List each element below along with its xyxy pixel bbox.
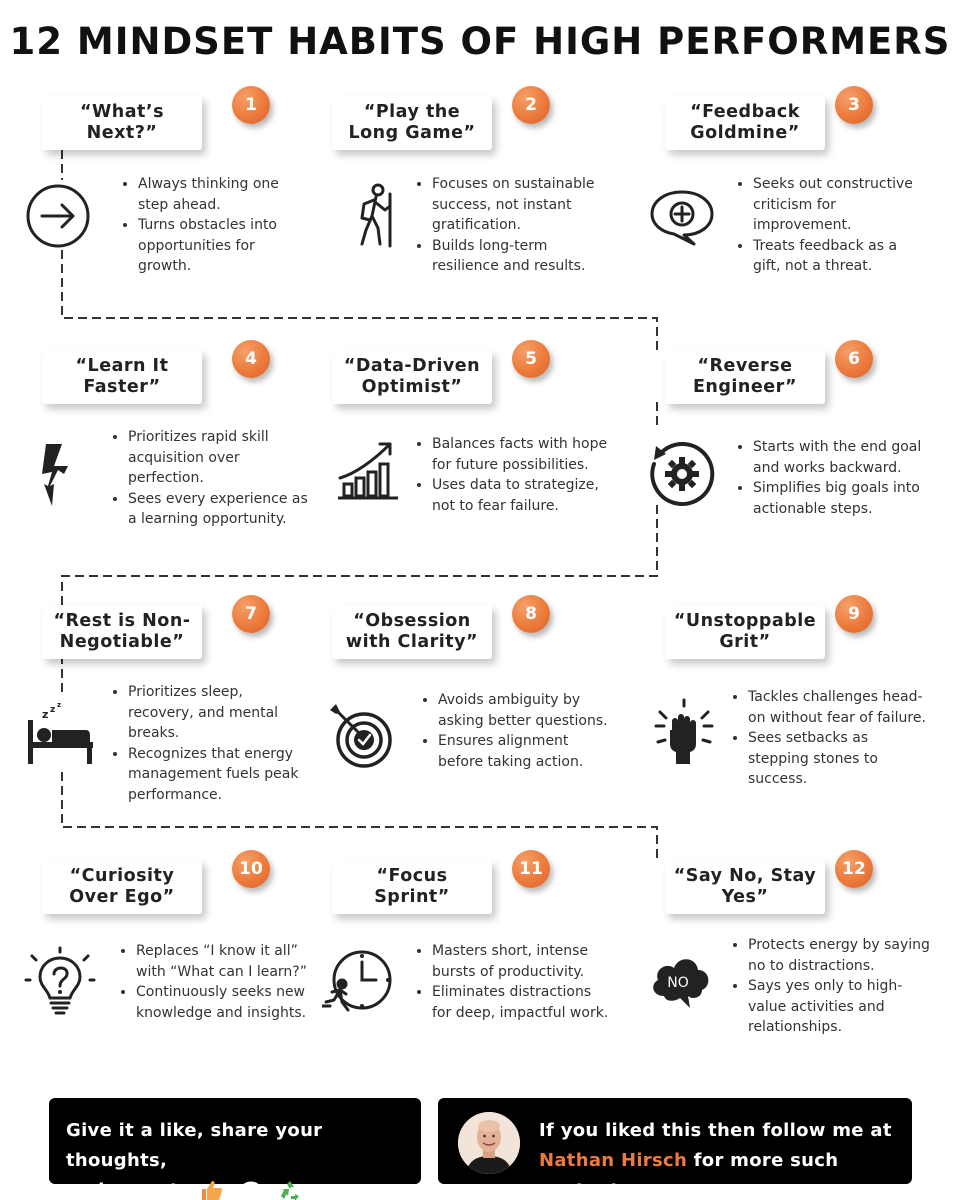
bullet-item: Replaces “I know it all” with “What can I learn?” [118, 941, 308, 982]
speech-bubble-icon [239, 1179, 263, 1200]
svg-text:z: z [57, 701, 62, 709]
habit-number-badge-4: 4 [232, 340, 270, 378]
habit-number-badge-12: 12 [835, 850, 873, 888]
bullet-item: Prioritizes rapid skill acquisition over perfection. [110, 427, 310, 489]
question-bulb-icon [24, 946, 96, 1018]
plus-speech-bubble-icon [646, 180, 718, 252]
cta-follow-line-1: If you liked this then follow me at [539, 1120, 892, 1141]
bullet-item: Sees setbacks as stepping stones to success. [730, 728, 930, 790]
bullet-item: Protects energy by saying no to distractions. [730, 935, 930, 976]
habit-bullets-4 [110, 427, 310, 530]
habit-title-2: “Play the Long Game” [332, 96, 492, 150]
bullet-item: Balances facts with hope for future possibilities. [414, 434, 614, 475]
habit-title-3: “Feedback Goldmine” [665, 96, 825, 150]
bullet-item: Recognizes that energy management fuels peak performance. [110, 744, 310, 806]
cta-line-1: Give it a like, share your thoughts, [66, 1120, 323, 1171]
hiker-icon [340, 180, 412, 252]
cta-like-share-box [49, 1098, 421, 1200]
habit-title-4: “Learn It Faster” [42, 350, 202, 404]
habit-title-10: “Curiosity Over Ego” [42, 860, 202, 914]
habit-title-8: “Obsession with Clarity” [332, 605, 492, 659]
habit-number-badge-1: 1 [232, 86, 270, 124]
bullet-item: Eliminates distractions for deep, impactful work. [414, 982, 614, 1023]
habit-title-6: “Reverse Engineer” [665, 350, 825, 404]
raised-fist-icon [648, 698, 720, 770]
bullet-item: Avoids ambiguity by asking better questions. [420, 690, 610, 731]
thumbs-up-icon [200, 1179, 224, 1200]
bullet-item: Tackles challenges head-on without fear of failure. [730, 687, 930, 728]
bullet-item: Ensures alignment before taking action. [420, 731, 610, 772]
habit-title-9: “Unstoppable Grit” [665, 605, 825, 659]
habit-bullets-3 [735, 174, 925, 277]
bullet-item: Prioritizes sleep, recovery, and mental breaks. [110, 682, 310, 744]
bullet-item: Simplifies big goals into actionable steps. [735, 478, 925, 519]
habit-bullets-8 [420, 690, 610, 772]
bullet-item: Turns obstacles into opportunities for growth. [120, 215, 300, 277]
habit-number-badge-10: 10 [232, 850, 270, 888]
cta-follow-line-2: for more such content [539, 1150, 839, 1200]
bullet-item: Continuously seeks new knowledge and insights. [118, 982, 308, 1023]
bullet-item: Always thinking one step ahead. [120, 174, 300, 215]
habit-number-badge-2: 2 [512, 86, 550, 124]
no-cloud-icon [644, 944, 716, 1016]
habit-title-7: “Rest is Non-Negotiable” [42, 605, 202, 659]
habit-number-badge-3: 3 [835, 86, 873, 124]
habit-number-badge-5: 5 [512, 340, 550, 378]
habit-number-badge-11: 11 [512, 850, 550, 888]
habit-bullets-5 [414, 434, 614, 516]
habit-bullets-12 [730, 935, 930, 1038]
habit-bullets-10 [118, 941, 308, 1023]
habit-bullets-7 [110, 682, 310, 805]
bullet-item: Focuses on sustainable success, not instant gratification. [414, 174, 604, 236]
bullet-item: Builds long-term resilience and results. [414, 236, 604, 277]
habit-bullets-2 [414, 174, 604, 277]
habit-title-11: “Focus Sprint” [332, 860, 492, 914]
habit-bullets-9 [730, 687, 930, 790]
clock-runner-icon [322, 946, 394, 1018]
bullet-item: Starts with the end goal and works backward. [735, 437, 925, 478]
arrow-circle-icon [22, 180, 94, 252]
avatar [458, 1112, 520, 1174]
habit-number-badge-6: 6 [835, 340, 873, 378]
habit-bullets-6 [735, 437, 925, 519]
habit-title-1: “What’s Next?” [42, 96, 202, 150]
cta-line-2: and repost. [66, 1180, 186, 1200]
bullet-item: Masters short, intense bursts of productivity. [414, 941, 614, 982]
bullet-item: Says yes only to high-value activities and relationships. [730, 976, 930, 1038]
cta-follow-box [438, 1098, 912, 1200]
habit-number-badge-9: 9 [835, 595, 873, 633]
habit-number-badge-8: 8 [512, 595, 550, 633]
growth-chart-icon [332, 432, 404, 504]
svg-text:z: z [50, 705, 56, 715]
habit-bullets-1 [120, 174, 300, 277]
page-title: 12 MINDSET HABITS OF HIGH PERFORMERS [9, 20, 951, 63]
gear-cycle-icon [646, 438, 718, 510]
author-name-link[interactable]: Nathan Hirsch [539, 1150, 688, 1171]
bullet-item: Treats feedback as a gift, not a threat. [735, 236, 925, 277]
habit-title-5: “Data-Driven Optimist” [332, 350, 492, 404]
no-cloud-text: NO [667, 975, 689, 991]
habit-bullets-11 [414, 941, 614, 1023]
svg-text:z: z [42, 708, 49, 721]
sleeping-bed-icon [24, 698, 96, 770]
lightning-icon [24, 440, 96, 512]
bullet-item: Seeks out constructive criticism for improvement. [735, 174, 925, 236]
bullet-item: Uses data to strategize, not to fear failure. [414, 475, 614, 516]
recycle-icon [278, 1179, 302, 1200]
target-dart-icon [326, 700, 398, 772]
bullet-item: Sees every experience as a learning opportunity. [110, 489, 310, 530]
habit-title-12: “Say No, Stay Yes” [665, 860, 825, 914]
habit-number-badge-7: 7 [232, 595, 270, 633]
